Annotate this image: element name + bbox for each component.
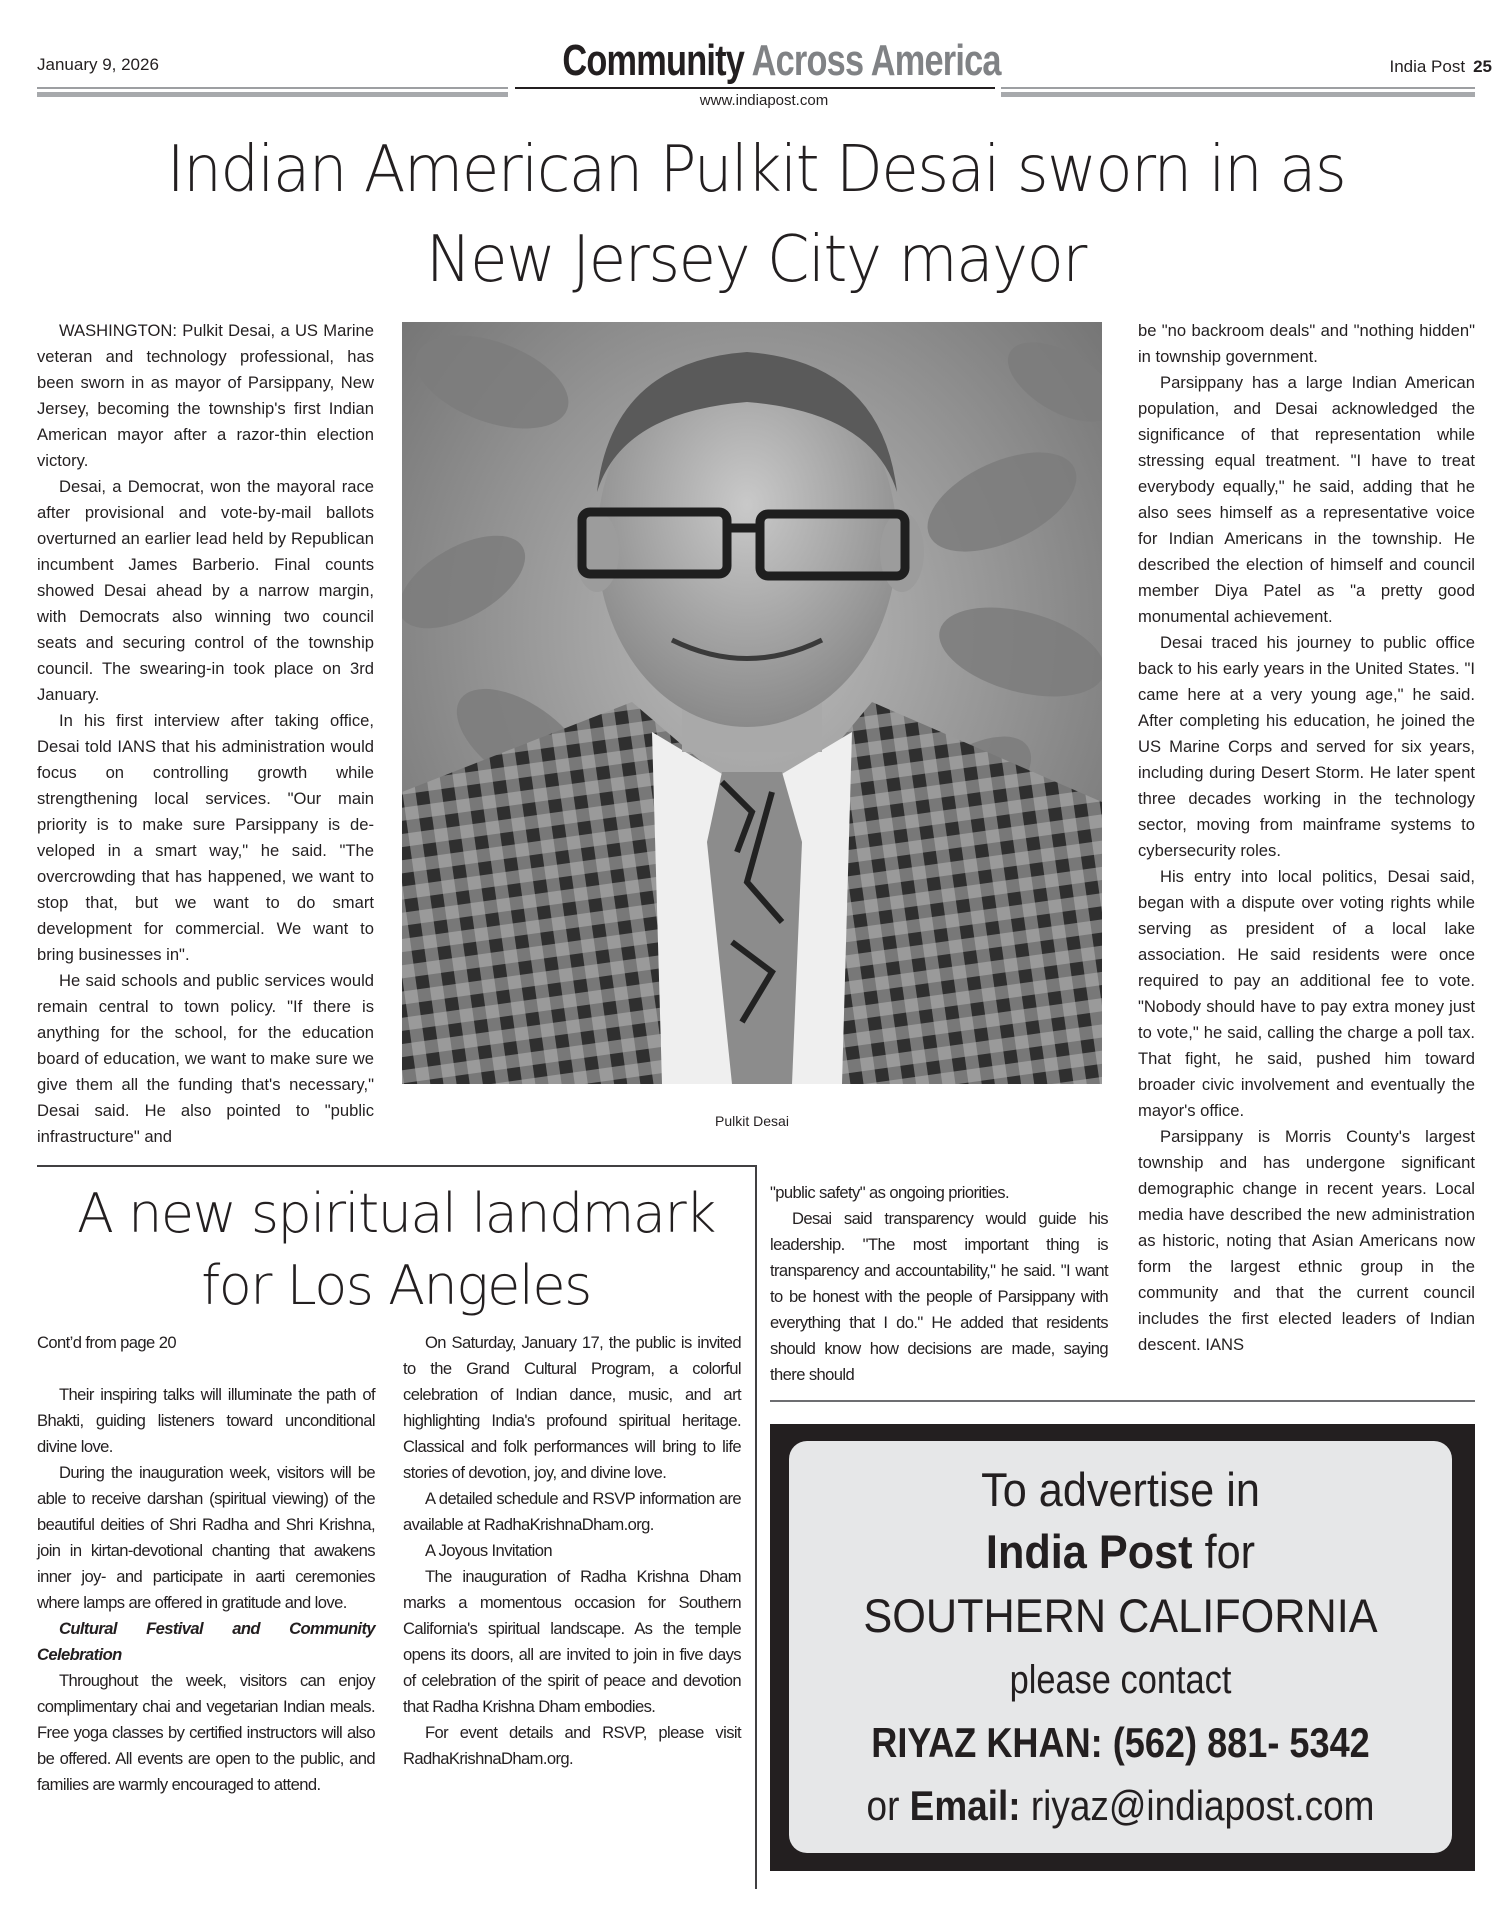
paragraph: Parsippany has a large Indian American population, and Desai acknowledged the significance of that representation while stressing equal treatment. "I have to treat everybody equally," he said, adding that he also sees himself as a representative voice for Indian Americans in the township. He described the election of himself and council member Diya Patel as "a pretty good monumental achievement. <box>1138 373 1475 626</box>
photo-caption: Pulkit Desai <box>715 1113 789 1129</box>
paragraph: On Saturday, January 17, the public is invited to the Grand Cultural Program, a colorful celebration of Indian dance, music, and art highlighting India's profound spiritual heritage. Classical and folk performances will bring to life stories of devotion, joy, and divine love. <box>403 1333 741 1482</box>
paragraph: A detailed schedule and RSVP information are available at RadhaKrishnaDham.org. <box>403 1489 741 1534</box>
article2-column-2 <box>403 1330 741 1772</box>
ad-contact-name: RIYAZ KHAN: <box>871 1719 1113 1766</box>
article2-headline <box>37 1178 755 1322</box>
article2-headline-line-2: for Los Angeles <box>201 1254 591 1317</box>
article-headline <box>76 125 1436 305</box>
paragraph: Their inspiring talks will illuminate the path of Bhakti, guiding listeners toward unconditional divine love. <box>37 1385 375 1456</box>
paragraph: Desai traced his journey to public office back to his early years in the United States. "I came here at a very young age," he said. After completing his education, he joined the US Marine Corps and served for six years, including during Desert Storm. He later spent three decades working in the technology sector, moving from mainframe systems to cybersecurity roles. <box>1138 633 1475 860</box>
ad-line-4: please contact <box>1009 1658 1232 1702</box>
issue-date: January 9, 2026 <box>37 55 159 74</box>
article-column-1 <box>37 318 374 1150</box>
paragraph: WASHINGTON: Pulkit Desai, a US Marine veteran and technology professional, has been sworn in as mayor of Parsippany, New Jersey, becoming the township's first Indian American mayor after a razor-thin election victory. <box>37 321 374 470</box>
publication-name: India Post <box>1389 57 1466 76</box>
portrait-image <box>402 322 1102 1084</box>
header-rule-center <box>515 87 995 89</box>
ad-line-2-rest: for <box>1192 1525 1256 1578</box>
paragraph: His entry into local politics, Desai said, began with a dispute over voting rights while serving as president of a local lake association. He said residents were once required to pay an additional fee to vote. "Nobody should have to pay extra money just to vote," he said, calling the charge a poll tax. That fight, he said, pushed him toward broader civic involvement and eventually the mayor's office. <box>1138 867 1475 1120</box>
ad-email-address[interactable]: riyaz@indiapost.com <box>1020 1782 1375 1829</box>
article2-column-1 <box>37 1330 375 1798</box>
ad-email <box>829 1775 1412 1837</box>
ad-contact <box>835 1711 1405 1775</box>
page-number: 25 <box>1473 57 1492 76</box>
paragraph: "public safety" as ongoing priorities. <box>770 1183 1009 1202</box>
subheading: Cultural Festival and Community Celebration <box>37 1619 375 1664</box>
article-column-2 <box>770 1180 1108 1388</box>
ad-line-1: To advertise in <box>981 1463 1260 1516</box>
ad-region: SOUTHERN CALIFORNIA <box>863 1589 1378 1642</box>
continued-from-label: Cont’d from page 20 <box>37 1333 176 1352</box>
ad-panel <box>789 1441 1452 1853</box>
ad-email-prefix: or <box>866 1782 910 1829</box>
page-label <box>1389 57 1492 77</box>
ad-line-2 <box>816 1521 1426 1583</box>
article2-headline-line-1: A new spiritual landmark <box>77 1182 715 1245</box>
paragraph: Desai, a Democrat, won the mayoral race after provisional and vote-by-mail ballots overturned an earlier lead held by Republican incumbent James Barberio. Final counts showed Desai ahead by a narrow margin, with Democrats also winning two council seats and securing control of the township council. The swearing-in took place on 3rd January. <box>37 477 374 704</box>
paragraph: Parsippany is Morris County's largest township and has undergone significant demographic change in recent years. Local media have described the new administration as historic, noting that Asian Americans now form the largest ethnic group in the community and that the current council includes the first elected leaders of Indian descent. IANS <box>1138 1127 1475 1354</box>
paragraph: During the inauguration week, visitors will be able to receive darshan (spiritual viewing) of the beautiful deities of Shri Radha and Shri Krishna, join in kirtan-devotional chanting that awakens inner joy- and participate in aarti ceremonies where lamps are offered in gratitude and love. <box>37 1463 375 1612</box>
article2-side-rule <box>755 1165 757 1889</box>
section-title-part2: Across America <box>751 36 1001 85</box>
ad-email-label: Email: <box>909 1782 1021 1829</box>
section-title <box>562 36 1001 86</box>
ad-top-rule <box>770 1400 1475 1402</box>
header-rule-right-thin <box>1001 87 1475 89</box>
paragraph: Desai said transparency would guide his leadership. "The most important thing is transparency and accountability," he said. "I want to be honest with the people of Parsippany with everything that I do." He added that residents should know how decisions are made, saying there should <box>770 1209 1108 1384</box>
ad-contact-phone[interactable]: (562) 881- 5342 <box>1112 1719 1370 1766</box>
header-rule-right-thick <box>1001 92 1475 97</box>
advertisement <box>770 1424 1475 1871</box>
website-link[interactable]: www.indiapost.com <box>699 92 829 109</box>
article-column-3-continued <box>1138 1180 1475 1206</box>
headline-line-2: New Jersey City mayor <box>426 223 1086 297</box>
ad-brand: India Post <box>985 1525 1193 1578</box>
header-rule-left-thick <box>37 92 508 97</box>
paragraph: In his first interview after taking office, Desai told IANS that his administration would focus on controlling growth while strengthening local services. "Our main priority is to make sure Parsippany is developed in a smart way," he said. "The overcrowding that has happened, we want to stop that, but we want to do smart development for commercial. We want to bring businesses in". <box>37 711 374 964</box>
paragraph: He said schools and public services would remain central to town policy. "If there is anything for the school, for the education board of education, we want to make sure we give them all the funding that's necessary," Desai said. He also pointed to "public infrastructure" and <box>37 971 374 1146</box>
portrait-photo <box>402 322 1102 1084</box>
paragraph: The inauguration of Radha Krishna Dham marks a momentous occasion for Southern California's spiritual landscape. As the temple opens its doors, all are invited to join in five days of celebration of the spirit of peace and devotion that Radha Krishna Dham embodies. <box>403 1567 741 1716</box>
article2-top-rule <box>37 1165 757 1167</box>
paragraph: Throughout the week, visitors can enjoy complimentary chai and vegetarian Indian meals. Free yoga classes by certified instructors will also be offered. All events are open to the public, and families are warmly encouraged to attend. <box>37 1671 375 1794</box>
header-rule-left-thin <box>37 87 508 89</box>
paragraph: For event details and RSVP, please visit RadhaKrishnaDham.org. <box>403 1723 741 1768</box>
paragraph: be "no backroom deals" and "nothing hidden" in township government. <box>1138 321 1475 366</box>
section-title-part1: Community <box>562 36 745 85</box>
headline-line-1: Indian American Pulkit Desai sworn in as <box>166 133 1346 207</box>
paragraph: A Joyous Invitation <box>425 1541 552 1560</box>
